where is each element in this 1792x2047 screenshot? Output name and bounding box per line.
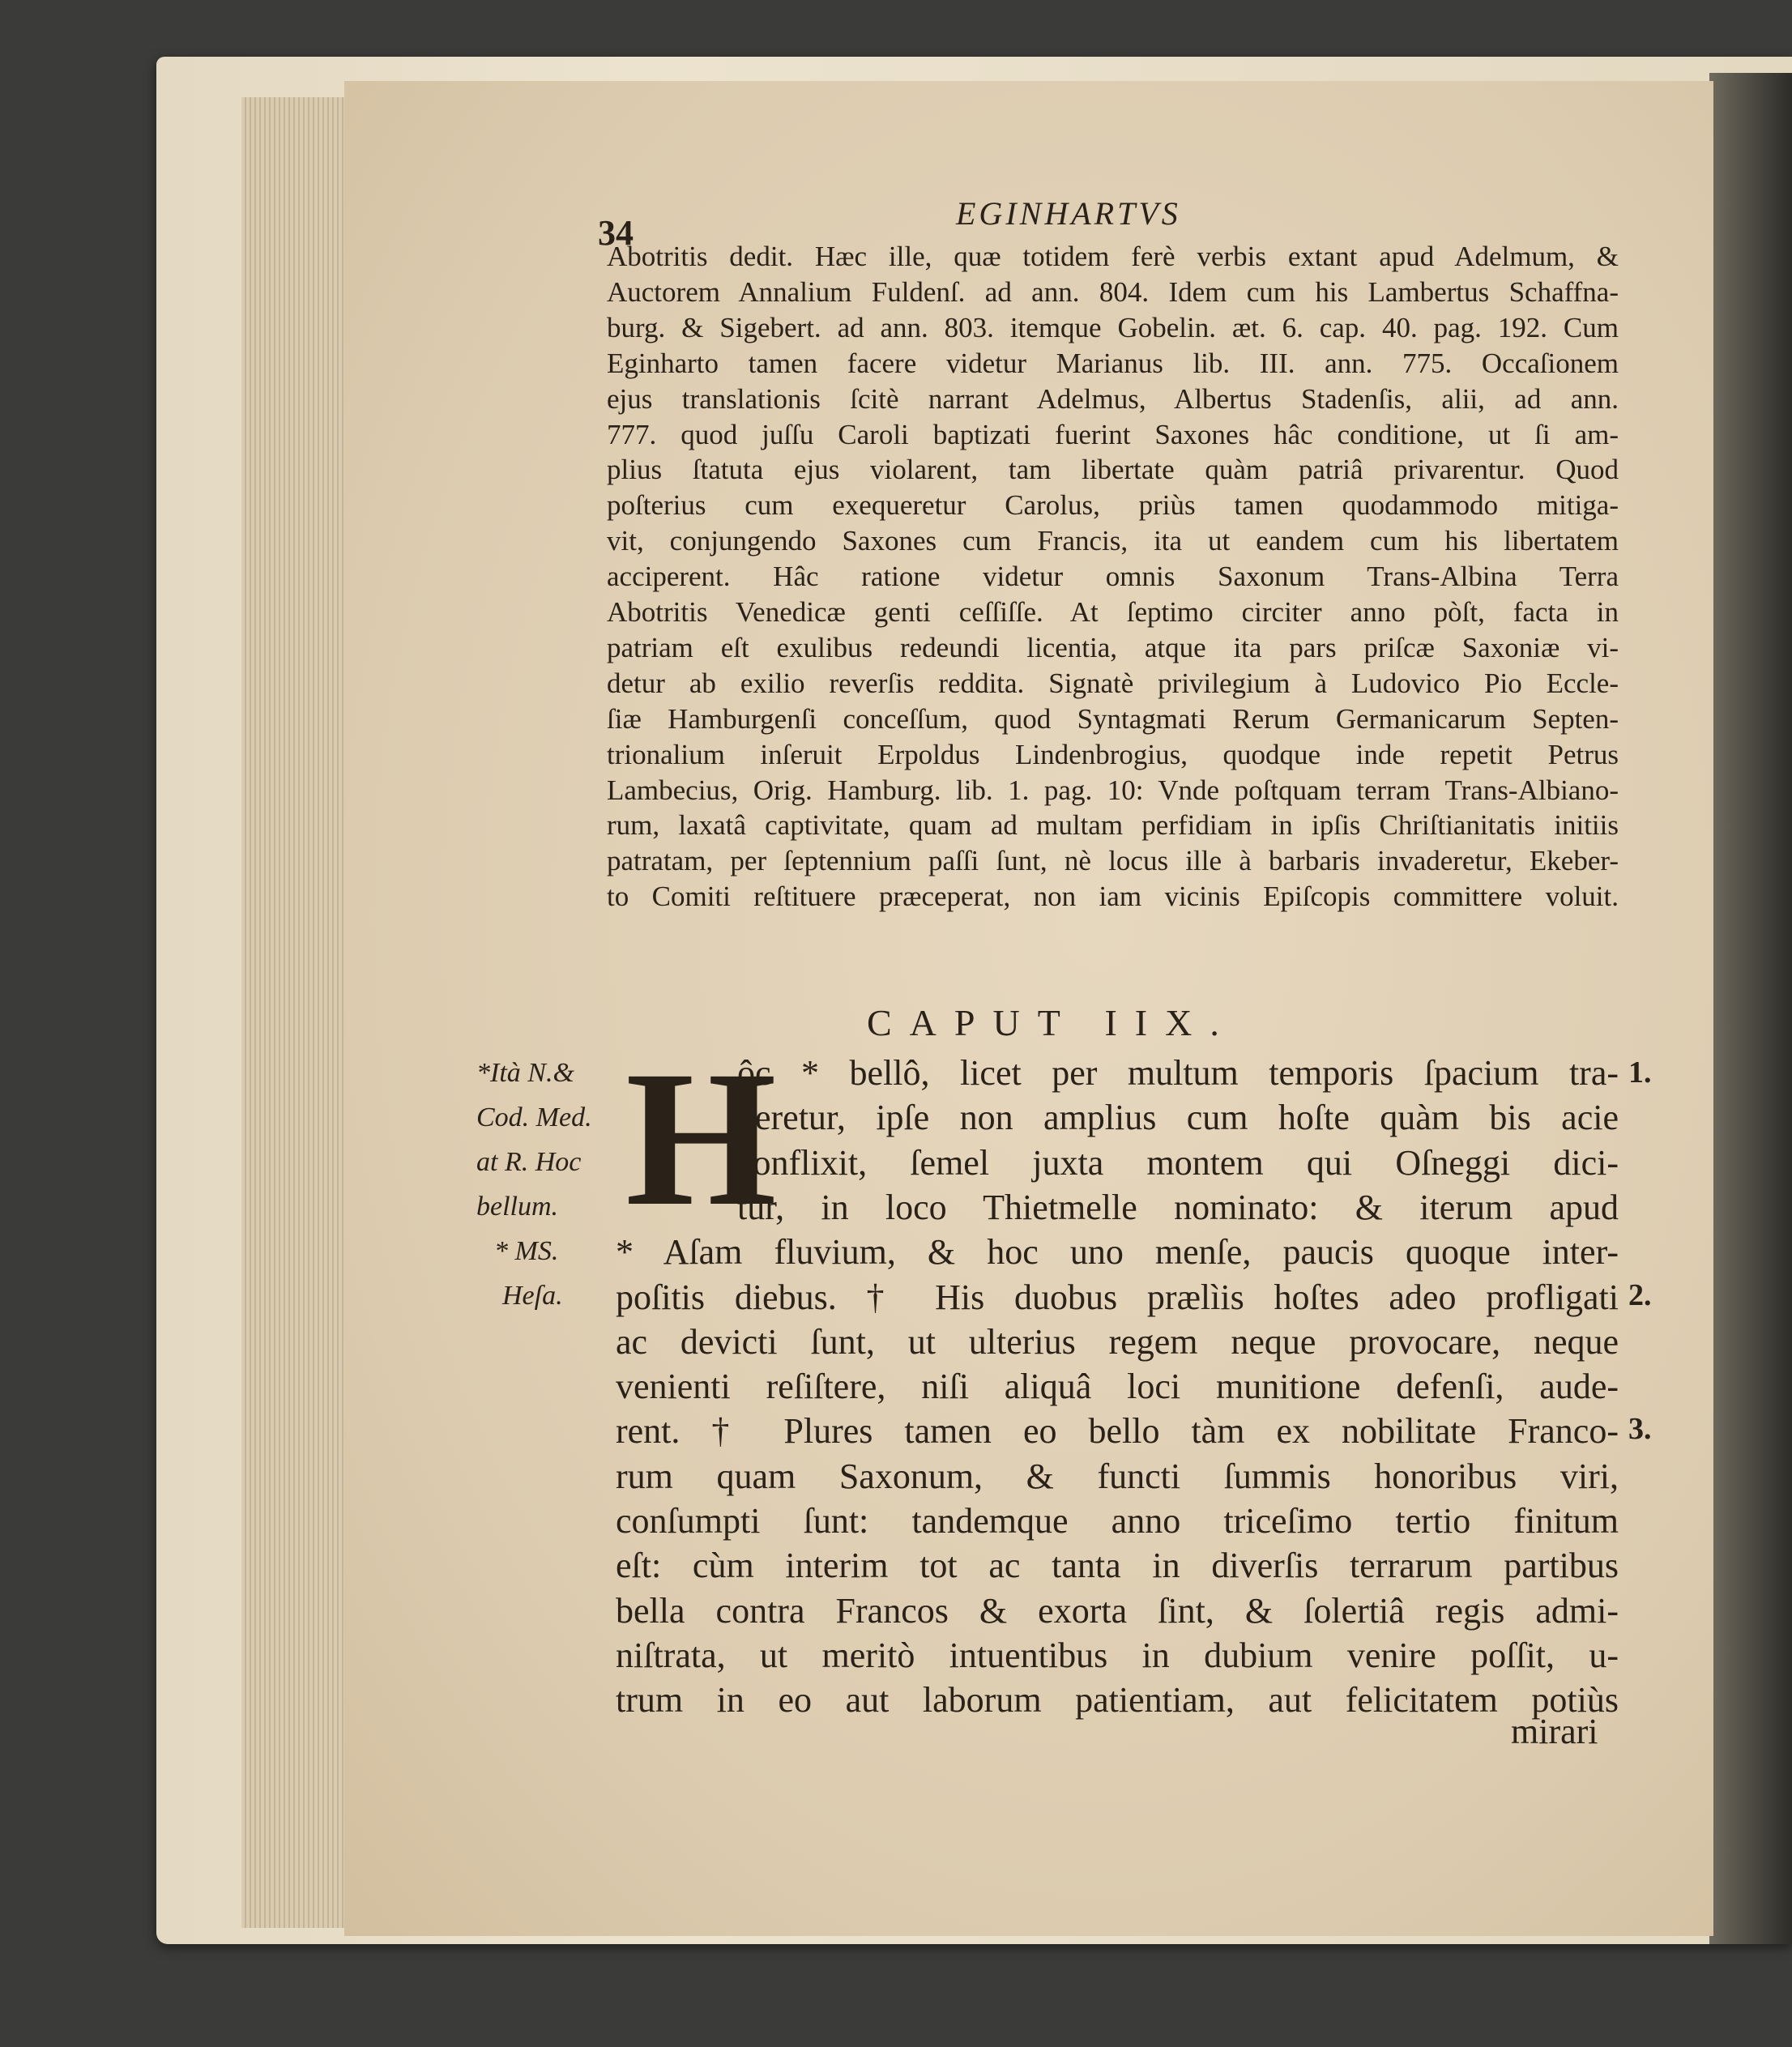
text-line: Abotritis dedit. Hæc ille, quæ totidem ferè verbis extant apud Adelmum, & (607, 241, 1619, 272)
margin-note: * MS. (494, 1236, 559, 1266)
running-title: EGINHARTVS (956, 195, 1181, 232)
text-line: Auctorem Annalium Fuldenſ. ad ann. 804. Idem cum his Lambertus Schaffna- (607, 275, 1619, 308)
drop-cap: H (625, 1030, 777, 1246)
section-number: 1. (1628, 1055, 1652, 1090)
text-line: ſiæ Hamburgenſi conceſſum, quod Syntagmati Rerum Germanicarum Septen- (607, 702, 1619, 735)
text-line: plius ſtatuta ejus violarent, tam libertate quàm patriâ privarentur. Quod (607, 454, 1619, 486)
text-line: venienti reſiſtere, niſi aliquâ loci munitione defenſi, aude- (616, 1367, 1619, 1407)
text-line: Lambecius, Orig. Hamburg. lib. 1. pag. 10: Vnde poſtquam terram Trans-Albiano- (607, 774, 1619, 806)
text-line: * Aſam fluvium, & hoc uno menſe, paucis quoque inter- (616, 1232, 1619, 1273)
page-edges (241, 97, 347, 1928)
text-line: patratam, per ſeptennium paſſi ſunt, nè locus ille à barbaris invaderetur, Ekeber- (607, 845, 1619, 877)
text-line: poſterius cum exequeretur Carolus, priùs tamen quodammodo mitiga- (607, 489, 1619, 522)
page-number: 34 (598, 213, 634, 253)
section-number: 3. (1628, 1412, 1652, 1446)
text-line: rum quam Saxonum, & functi ſummis honoribus viri, (616, 1456, 1619, 1496)
text-line: acciperent. Hâc ratione videtur omnis Saxonum Trans-Albina Terra (607, 561, 1619, 593)
text-line: eſt: cùm interim tot ac tanta in diverſis terrarum partibus (616, 1546, 1619, 1586)
text-line: burg. & Sigebert. ad ann. 803. itemque Gobelin. æt. 6. cap. 40. pag. 192. Cum (607, 311, 1619, 343)
text-line: patriam eſt exulibus redeundi licentia, atque ita pars priſcæ Saxoniæ vi- (607, 631, 1619, 663)
text-line: Abotritis Venedicæ genti ceſſiſſe. At ſeptimo circiter anno pòſt, facta in (607, 596, 1619, 628)
section-number: 2. (1628, 1278, 1652, 1312)
text-line: rum, laxatâ captivitate, quam ad multam perfidiam in ipſis Chriſtianitatis initiis (607, 809, 1619, 842)
text-line: poſitis diebus. † His duobus prælìis hoſtes adeo profligati (616, 1277, 1619, 1317)
margin-note: Cod. Med. (476, 1102, 592, 1132)
text-line: to Comiti reſtituere præceperat, non iam vicinis Epiſcopis committere voluit. (607, 881, 1619, 913)
chapter-title: CAPUT IIX. (867, 1002, 1237, 1043)
text-line: ejus translationis ſcitè narrant Adelmus, Albertus Stadenſis, alii, ad ann. (607, 382, 1619, 415)
margin-note: *Ità N.& (476, 1058, 574, 1088)
text-line: bella contra Francos & exorta ſint, & ſolertiâ regis admi- (616, 1590, 1619, 1631)
margin-note: Heſa. (502, 1281, 563, 1311)
text-line: conflixit, ſemel juxta montem qui Oſneggi dici- (737, 1142, 1619, 1183)
catchword: mirari (1511, 1712, 1598, 1751)
text-line: vit, conjungendo Saxones cum Francis, ita ut eandem cum his libertatem (607, 525, 1619, 557)
text-line: rent. † Plures tamen eo bello tàm ex nobilitate Franco- (616, 1411, 1619, 1452)
text-line: niſtrata, ut meritò intuentibus in dubium venire poſſit, u- (616, 1635, 1619, 1675)
text-line: Eginharto tamen facere videtur Marianus lib. III. ann. 775. Occaſionem (607, 347, 1619, 379)
text-line: ôc * bellô, licet per multum temporis ſpacium tra- (737, 1053, 1619, 1093)
text-line: 777. quod juſſu Caroli baptizati fuerint Saxones hâc conditione, ut ſi am- (607, 418, 1619, 450)
margin-note: bellum. (476, 1192, 559, 1222)
text-line: ac devicti ſunt, ut ulterius regem neque provocare, neque (616, 1321, 1619, 1362)
text-line: trum in eo aut laborum patientiam, aut felicitatem potiùs (616, 1680, 1619, 1721)
text-line: conſumpti ſunt: tandemque anno triceſimo tertio finitum (616, 1501, 1619, 1541)
text-line: trionalium inſeruit Erpoldus Lindenbrogius, quodque inde repetit Petrus (607, 738, 1619, 770)
margin-note: at R. Hoc (476, 1147, 582, 1177)
text-line: detur ab exilio reverſis reddita. Signatè privilegium à Ludovico Pio Eccle- (607, 667, 1619, 699)
text-line: tur, in loco Thietmelle nominato: & iterum apud (737, 1187, 1619, 1227)
book-spine (1709, 73, 1792, 1944)
text-line: heretur, ipſe non amplius cum hoſte quàm bis acie (737, 1098, 1619, 1138)
